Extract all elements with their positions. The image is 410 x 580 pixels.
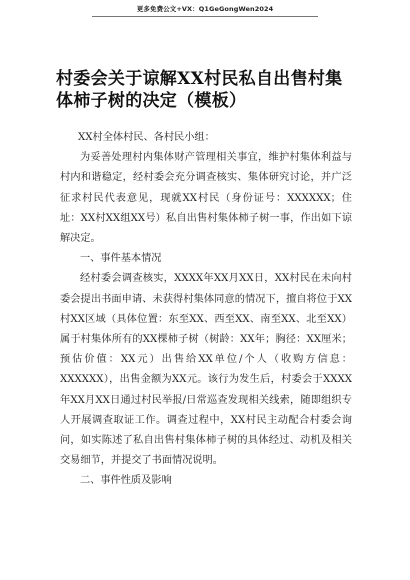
section-heading-2: 二、事件性质及影响 [80, 475, 172, 487]
document-title: 村委会关于谅解XX村民私自出售村集体柿子树的决定（模板） [56, 69, 343, 111]
salutation: XX村全体村民、各村民小组： [78, 132, 215, 143]
header-divider [92, 16, 318, 17]
intro-paragraph: 为妥善处理村内集体财产管理相关事宜，维护村集体利益与村内和谐稳定，经村委会充分调查核实、集体研究讨论，并广泛征求村民代表意见，现就XX村民（身份证号：XXXXXX；住址：XX村XX组XX号）私自出售村集体柿子树一事，作出如下谅解决定。 [60, 152, 352, 245]
section-paragraph-1: 经村委会调查核实，XXXX年XX月XX日，XX村民在未向村委会提出书面申请、未获得村集体同意的情况下，擅自将位于XX村XX区域（具体位置：东至XX、西至XX、南至XX、北至XX）属于村集体所有的XX棵柿子树（树龄：XX年；胸径：XX厘米；预估价值：XX元）出售给XX单位/个人（收购方信息：XXXXXX），出售金额为XX元。该行为发生后，村委会于XXXX年XX月XX日通过村民举报/日常巡查发现相关线索，随即组织专人开展调查取证工作。调查过程中，XX村民主动配合村委会询问，如实陈述了私自出售村集体柿子树的具体经过、动机及相关交易细节，并提交了书面情况说明。 [60, 273, 352, 467]
document-body [60, 128, 352, 492]
section-heading-1: 一、事件基本情况 [80, 253, 162, 265]
header-banner: 更多免费公文+VX：Q1GeGongWen2024 [136, 5, 274, 13]
